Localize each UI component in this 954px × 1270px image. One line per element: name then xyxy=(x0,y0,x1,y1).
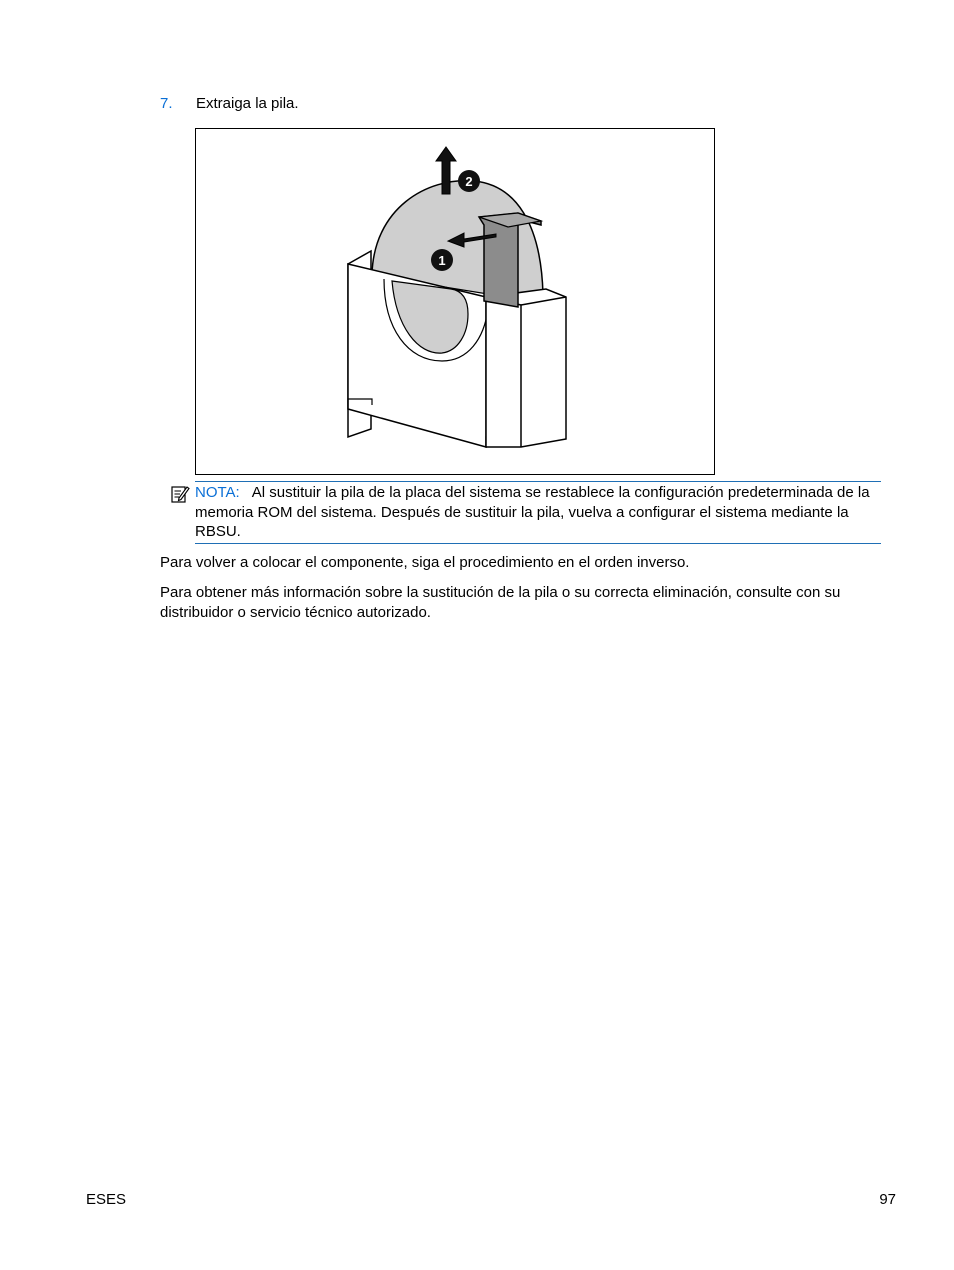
paragraph-more-info: Para obtener más información sobre la sustitución de la pila o su correcta eliminación, consulte con su distribuidor o servicio técnico autorizado. xyxy=(160,584,841,621)
note-label: NOTA: xyxy=(195,484,240,501)
callout-1-label: 1 xyxy=(438,253,446,268)
note-pencil-icon xyxy=(170,484,190,504)
battery-illustration xyxy=(196,129,714,474)
step-text: Extraiga la pila. xyxy=(196,95,299,112)
step-number: 7. xyxy=(160,95,173,112)
note-bottom-rule xyxy=(195,543,881,544)
page-number: 97 xyxy=(879,1191,896,1208)
footer-language-code: ESES xyxy=(86,1191,127,1208)
battery-removal-figure xyxy=(195,128,715,475)
paragraph-reinstall: Para volver a colocar el componente, siga el procedimiento en el orden inverso. xyxy=(160,554,690,571)
note-text: Al sustituir la pila de la placa del sistema se restablece la configuración predeterminada de la memoria ROM del sistema. Después de sustituir la pila, vuelva a configurar el sistema mediante la RBSU. xyxy=(195,484,870,540)
callout-1 xyxy=(431,249,453,271)
callout-2-label: 2 xyxy=(465,174,473,189)
note-top-rule xyxy=(195,481,881,482)
callout-2 xyxy=(458,170,480,192)
note-block xyxy=(195,483,875,542)
